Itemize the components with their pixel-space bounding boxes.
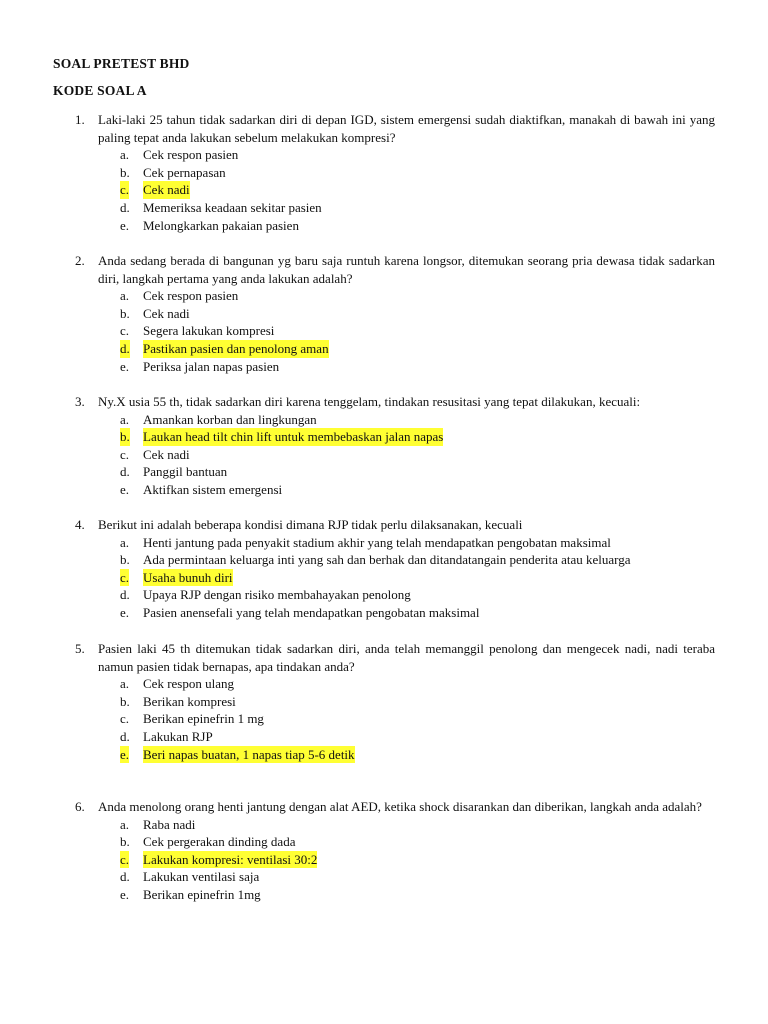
option-c [75, 710, 715, 728]
option-text: Raba nadi [143, 816, 196, 832]
option-letter: a. [120, 534, 130, 550]
option-text: Panggil bantuan [143, 464, 228, 480]
option-letter: d. [120, 587, 130, 603]
option-text: Cek pergerakan dinding dada [143, 834, 296, 850]
option-text: Cek pernapasan [143, 164, 226, 180]
option-d [75, 463, 715, 481]
answer-options [75, 816, 715, 904]
option-a [75, 146, 715, 164]
option-text-correct: Cek nadi [143, 182, 190, 198]
question-number: 4. [75, 517, 85, 532]
option-letter: b. [120, 693, 130, 709]
option-b [75, 693, 715, 711]
question-3 [75, 393, 715, 499]
option-a [75, 675, 715, 693]
option-text: Henti jantung pada penyakit stadium akhir yang telah mendapatkan pengobatan maksimal [143, 534, 611, 550]
question-number: 6. [75, 799, 85, 814]
option-letter: c. [120, 182, 130, 198]
option-text: Memeriksa keadaan sekitar pasien [143, 199, 322, 215]
option-b [75, 428, 715, 446]
option-text: Cek nadi [143, 446, 190, 462]
question-text: Anda sedang berada di bangunan yg baru saja runtuh karena longsor, ditemukan seorang pria dewasa tidak sadarkan diri, langkah pertama yang anda lakukan adalah? [98, 253, 715, 286]
option-text: Berikan epinefrin 1 mg [143, 711, 264, 727]
option-letter: d. [120, 340, 130, 356]
option-d [75, 728, 715, 746]
option-letter: b. [120, 834, 130, 850]
question-number: 5. [75, 641, 85, 656]
option-d [75, 340, 715, 358]
question-text: Pasien laki 45 th ditemukan tidak sadarkan diri, anda telah memanggil penolong dan mengecek nadi, nadi teraba namun pasien tidak bernapas, apa tindakan anda? [98, 641, 715, 674]
option-letter: c. [120, 569, 130, 585]
option-letter: b. [120, 552, 130, 568]
option-d [75, 199, 715, 217]
option-text-correct: Lakukan kompresi: ventilasi 30:2 [143, 851, 318, 867]
answer-options [75, 287, 715, 375]
option-letter: e. [120, 746, 130, 762]
option-letter: d. [120, 728, 130, 744]
option-letter: e. [120, 886, 130, 902]
option-letter: e. [120, 358, 130, 374]
option-text: Amankan korban dan lingkungan [143, 411, 317, 427]
question-number: 2. [75, 253, 85, 268]
question-2 [75, 252, 715, 375]
document-title: SOAL PRETEST BHD [53, 56, 190, 71]
option-a [75, 411, 715, 429]
option-letter: b. [120, 164, 130, 180]
option-c [75, 569, 715, 587]
option-text: Berikan kompresi [143, 693, 236, 709]
option-letter: c. [120, 446, 130, 462]
option-c [75, 446, 715, 464]
option-letter: a. [120, 411, 130, 427]
option-text: Pasien anensefali yang telah mendapatkan pengobatan maksimal [143, 604, 480, 620]
option-c [75, 322, 715, 340]
question-number: 3. [75, 394, 85, 409]
option-text: Aktifkan sistem emergensi [143, 481, 283, 497]
option-letter: e. [120, 604, 130, 620]
option-e [75, 886, 715, 904]
option-letter: b. [120, 429, 130, 445]
option-a [75, 534, 715, 552]
option-b [75, 833, 715, 851]
option-letter: e. [120, 481, 130, 497]
question-1 [75, 111, 715, 234]
option-letter: e. [120, 217, 130, 233]
answer-options [75, 534, 715, 622]
option-letter: d. [120, 869, 130, 885]
option-text: Segera lakukan kompresi [143, 323, 275, 339]
option-text-correct: Beri napas buatan, 1 napas tiap 5-6 detik [143, 746, 355, 762]
option-e [75, 358, 715, 376]
option-text: Melongkarkan pakaian pasien [143, 217, 299, 233]
option-letter: c. [120, 323, 130, 339]
question-text: Laki-laki 25 tahun tidak sadarkan diri di depan IGD, sistem emergensi sudah diaktifkan, manakah di bawah ini yang paling tepat anda lakukan sebelum melakukan kompresi? [98, 112, 715, 145]
option-letter: b. [120, 305, 130, 321]
option-text: Upaya RJP dengan risiko membahayakan penolong [143, 587, 411, 603]
option-b [75, 164, 715, 182]
option-letter: a. [120, 816, 130, 832]
option-c [75, 181, 715, 199]
question-number: 1. [75, 112, 85, 127]
option-letter: c. [120, 851, 130, 867]
question-code: KODE SOAL A [53, 83, 147, 98]
option-letter: d. [120, 199, 130, 215]
option-c [75, 851, 715, 869]
option-text: Berikan epinefrin 1mg [143, 886, 261, 902]
option-a [75, 816, 715, 834]
option-e [75, 746, 715, 764]
option-letter: a. [120, 676, 130, 692]
option-d [75, 586, 715, 604]
option-letter: a. [120, 147, 130, 163]
option-text: Periksa jalan napas pasien [143, 358, 280, 374]
option-b [75, 305, 715, 323]
option-text: Lakukan ventilasi saja [143, 869, 260, 885]
option-e [75, 604, 715, 622]
option-a [75, 287, 715, 305]
option-letter: d. [120, 464, 130, 480]
option-text: Cek nadi [143, 305, 190, 321]
option-text: Cek respon pasien [143, 147, 239, 163]
option-text-correct: Laukan head tilt chin lift untuk membebaskan jalan napas [143, 429, 444, 445]
question-text: Anda menolong orang henti jantung dengan alat AED, ketika shock disarankan dan diberikan, langkah anda adalah? [98, 799, 702, 814]
question-6 [75, 798, 715, 904]
answer-options [75, 411, 715, 499]
option-text: Lakukan RJP [143, 728, 213, 744]
option-letter: a. [120, 288, 130, 304]
option-e [75, 481, 715, 499]
answer-options [75, 146, 715, 234]
option-text: Cek respon ulang [143, 676, 234, 692]
option-e [75, 217, 715, 235]
option-text: Cek respon pasien [143, 288, 239, 304]
option-text: Ada permintaan keluarga inti yang sah dan berhak dan ditandatangain penderita atau keluarga [143, 552, 631, 568]
question-text: Ny.X usia 55 th, tidak sadarkan diri karena tenggelam, tindakan resusitasi yang tepat dilakukan, kecuali: [98, 394, 641, 409]
option-letter: c. [120, 711, 130, 727]
option-b [75, 551, 715, 569]
answer-options [75, 675, 715, 763]
question-text: Berikut ini adalah beberapa kondisi dimana RJP tidak perlu dilaksanakan, kecuali [98, 517, 523, 532]
option-text-correct: Usaha bunuh diri [143, 569, 233, 585]
option-d [75, 868, 715, 886]
question-5 [75, 640, 715, 763]
option-text-correct: Pastikan pasien dan penolong aman [143, 340, 329, 356]
question-4 [75, 516, 715, 622]
